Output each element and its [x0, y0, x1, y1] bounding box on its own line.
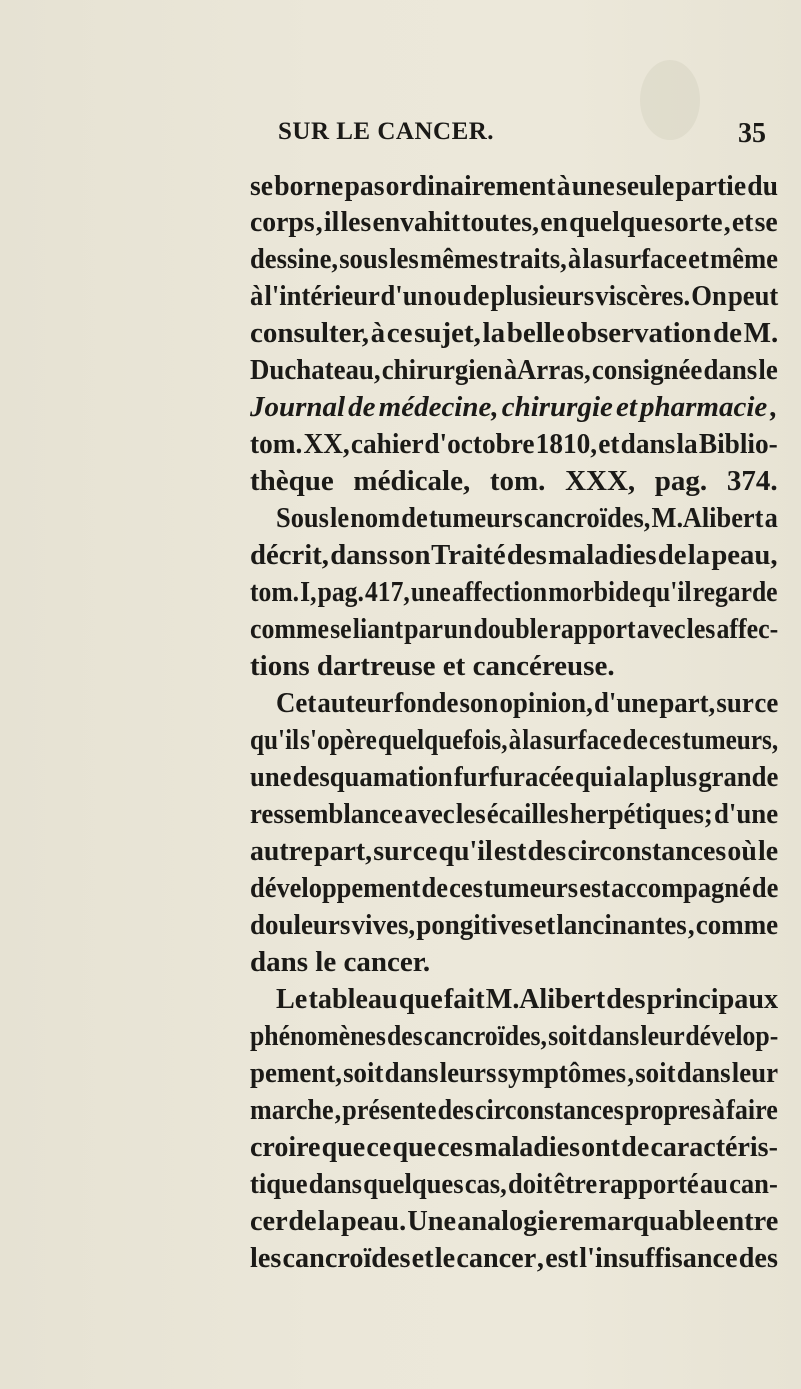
running-head-title: SUR LE CANCER.: [278, 118, 495, 145]
text-line: tions dartreuse et cancéreuse.: [250, 650, 615, 682]
text-line: croire que ce que ces maladies ont de caractéris-: [250, 1131, 778, 1163]
text-line: Cet auteur fonde son opinion, d'une part, sur ce: [276, 687, 779, 719]
text-line: une desquamation furfuracée qui a la plus grande: [250, 761, 779, 793]
text-line: Le tableau que fait M. Alibert des principaux: [276, 983, 779, 1015]
text-line: à l'intérieur d'un ou de plusieurs viscères. On peut: [250, 280, 779, 312]
text-line: dans le cancer.: [250, 946, 431, 978]
text-line: Sous le nom de tumeurs cancroïdes, M. Alibert a: [276, 502, 778, 534]
text-line: les cancroïdes et le cancer , est l'insuffisance des: [250, 1242, 778, 1274]
text-line: se borne pas ordinairement à une seule partie du: [250, 170, 779, 202]
text-line: dessine, sous les mêmes traits, à la surface et même: [250, 243, 778, 275]
page-number: 35: [738, 118, 766, 149]
running-head: [0, 118, 801, 158]
text-line: comme se liant par un double rapport avec les affec-: [250, 613, 779, 645]
text-line: phénomènes des cancroïdes, soit dans leur dévelop-: [250, 1020, 779, 1052]
text-line: Duchateau, chirurgien à Arras, consignée dans le: [250, 354, 778, 386]
text-line: cer de la peau. Une analogie remarquable entre: [250, 1205, 779, 1237]
text-line: décrit, dans son Traité des maladies de la peau,: [250, 539, 778, 571]
text-line: tom. I, pag. 417, une affection morbide qu'il regarde: [250, 576, 778, 608]
text-line: pement, soit dans leurs symptômes , soit dans leur: [250, 1057, 779, 1089]
text-line: autre part, sur ce qu'il est des circonstances où le: [250, 835, 779, 867]
text-line: ressemblance avec les écailles herpétiques; d'une: [250, 798, 779, 830]
text-line: tique dans quelques cas, doit être rapporté au can-: [250, 1168, 778, 1200]
text-line: Journal de médecine, chirurgie et pharmacie ,: [250, 391, 778, 423]
text-line: consulter, à ce sujet, la belle observation de M.: [250, 317, 779, 349]
text-line: qu'il s'opère quelquefois, à la surface de ces tumeurs,: [250, 724, 779, 756]
text-line: marche , présente des circonstances propres à faire: [250, 1094, 778, 1126]
text-line: développement de ces tumeurs est accompagné de: [250, 872, 779, 904]
text-line: tom. XX, cahier d'octobre 1810, et dans la Biblio-: [250, 428, 778, 460]
text-line: thèque médicale, tom. XXX, pag. 374.: [250, 465, 778, 497]
text-line: douleurs vives, pongitives et lancinantes , comme: [250, 909, 779, 941]
text-line: corps , il les envahit toutes, en quelque sorte , et se: [250, 206, 778, 238]
